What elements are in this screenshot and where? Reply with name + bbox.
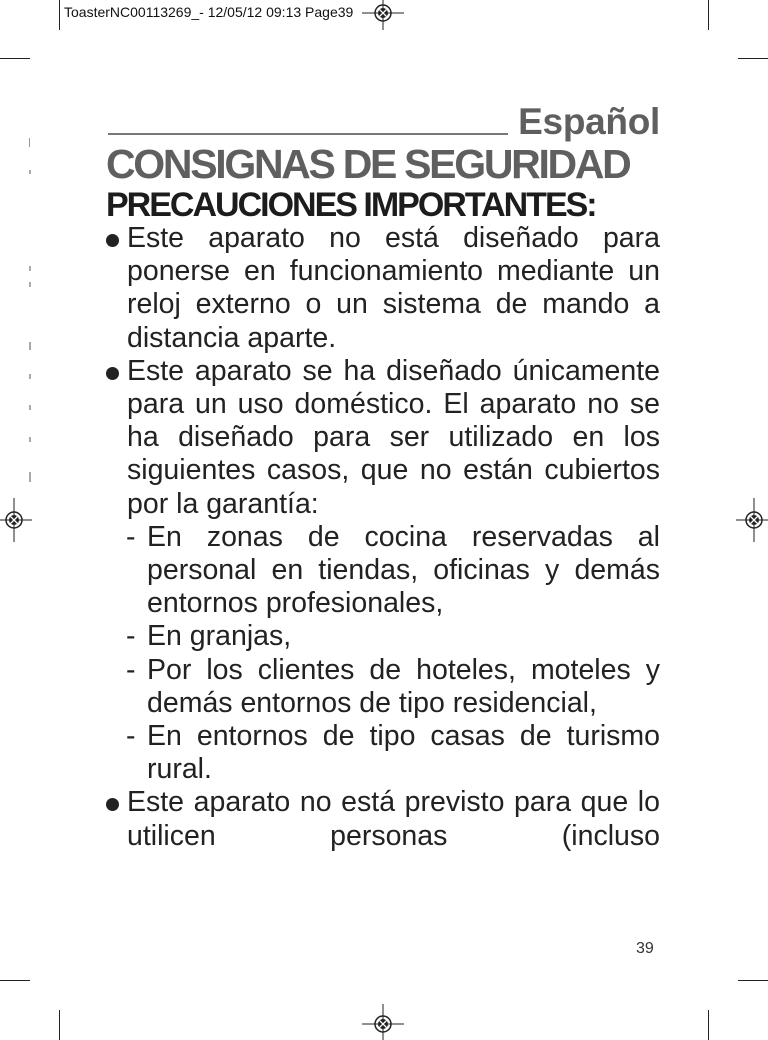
crop-mark-top-left-v — [59, 0, 60, 30]
bullet-text: Este aparato se ha diseñado únicamente para un uso doméstico. El aparato no se ha diseñado para ser utilizado en los siguientes casos, que no están cubiertos por la garantía: — [127, 354, 660, 520]
page-number: 39 — [636, 940, 654, 957]
bullet-icon — [106, 798, 119, 811]
dash-text: En granjas, — [147, 620, 292, 653]
dash-marker: - — [126, 520, 136, 553]
page-title: CONSIGNAS DE SEGURIDAD — [106, 141, 630, 187]
dash-text: En zonas de cocina reservadas al personal en tiendas, oficinas y demás entornos profesionales, — [147, 520, 660, 620]
crop-mark-top-left-h — [0, 58, 30, 59]
dash-text: En entornos de tipo casas de turismo rural. — [147, 720, 660, 786]
dash-marker: - — [126, 720, 136, 753]
registration-mark-top-icon — [362, 0, 404, 30]
bullet-item — [104, 355, 660, 521]
crop-mark-bottom-right-v — [708, 1010, 709, 1040]
crop-mark-bottom-left-v — [59, 1010, 60, 1040]
bleed-tick — [29, 282, 31, 287]
crop-mark-top-right-h — [738, 58, 768, 59]
bullet-item — [104, 786, 660, 852]
bleed-tick — [29, 405, 31, 410]
language-label: Español — [518, 101, 660, 142]
crop-mark-bottom-right-h — [738, 980, 768, 981]
bullet-text: Este aparato no está diseñado para ponerse en funcionamiento mediante un reloj externo o un sistema de mando a distancia aparte. — [127, 222, 660, 354]
crop-mark-bottom-left-h — [0, 980, 30, 981]
bleed-tick — [29, 374, 31, 379]
section-subtitle: PRECAUCIONES IMPORTANTES: — [106, 186, 596, 224]
print-slug: ToasterNC00113269_- 12/05/12 09:13 Page39 — [64, 4, 354, 20]
bleed-tick — [29, 138, 30, 147]
bullet-icon — [106, 367, 119, 380]
dash-marker: - — [126, 653, 136, 686]
header-rule — [108, 133, 508, 135]
dash-marker: - — [126, 620, 136, 653]
dash-item — [126, 521, 660, 621]
bleed-tick — [29, 170, 31, 174]
bullet-item — [104, 222, 660, 355]
bullet-icon — [106, 234, 119, 247]
bleed-tick — [29, 342, 31, 350]
registration-mark-left-icon — [0, 498, 32, 542]
bleed-tick — [29, 437, 31, 442]
dash-text: Por los clientes de hoteles, moteles y demás entornos de tipo residencial, — [147, 653, 660, 719]
bullet-text: Este aparato no está previsto para que lo utilicen personas (incluso — [127, 786, 660, 852]
bleed-tick — [29, 266, 31, 271]
safety-instructions — [104, 222, 660, 853]
dash-item — [126, 654, 660, 720]
language-header — [108, 102, 660, 142]
registration-mark-bottom-icon — [362, 1004, 404, 1040]
registration-mark-right-icon — [736, 498, 768, 542]
crop-mark-top-right-v — [708, 0, 709, 30]
dash-item — [126, 620, 660, 653]
bleed-tick — [29, 472, 31, 482]
dash-item — [126, 720, 660, 786]
